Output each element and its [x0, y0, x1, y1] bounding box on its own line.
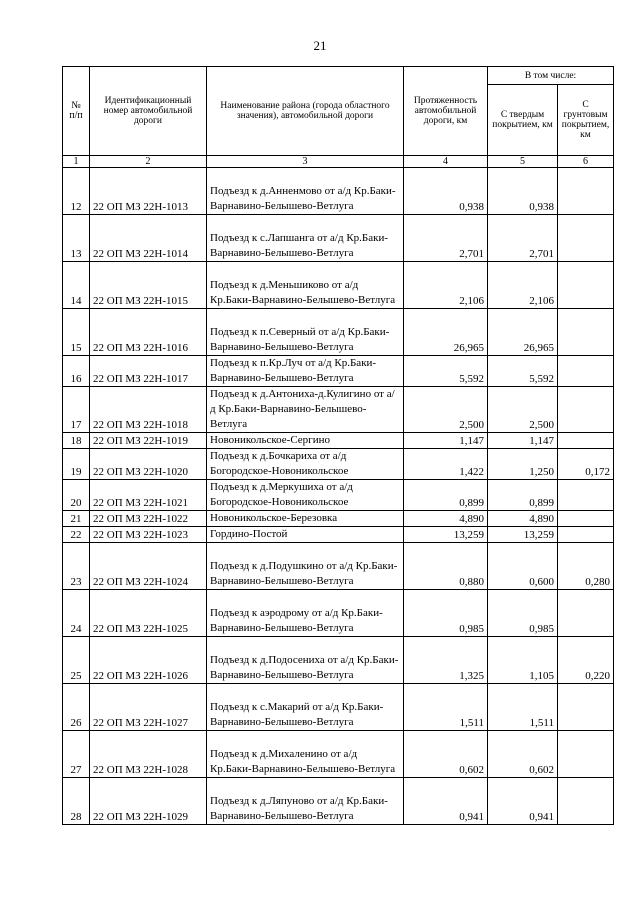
row-number: 15: [63, 309, 90, 356]
row-number: 22: [63, 527, 90, 543]
road-id: 22 ОП МЗ 22Н-1022: [90, 511, 207, 527]
road-name: Новоникольское-Березовка: [207, 511, 404, 527]
column-number: 4: [404, 156, 488, 168]
road-length: 0,880: [404, 543, 488, 590]
road-name: Подъезд к п.Северный от а/д Кр.Баки-Варнавино-Белышево-Ветлуга: [207, 309, 404, 356]
ground-surface-length: 0,220: [558, 637, 614, 684]
table-row: [63, 168, 614, 215]
header-ground-surface: С грунтовым покрытием, км: [558, 85, 614, 156]
road-id: 22 ОП МЗ 22Н-1026: [90, 637, 207, 684]
road-id: 22 ОП МЗ 22Н-1025: [90, 590, 207, 637]
hard-surface-length: 0,985: [488, 590, 558, 637]
table-row: [63, 590, 614, 637]
row-number: 25: [63, 637, 90, 684]
road-name: Новоникольское-Сергино: [207, 433, 404, 449]
ground-surface-length: [558, 215, 614, 262]
road-name: Подъезд к с.Лапшанга от а/д Кр.Баки-Варнавино-Белышево-Ветлуга: [207, 215, 404, 262]
table-row: [63, 778, 614, 825]
road-name: Подъезд к д.Антониха-д.Кулигино от а/д Кр.Баки-Варнавино-Белышево-Ветлуга: [207, 387, 404, 433]
road-name: Подъезд к д.Ляпуново от а/д Кр.Баки-Варнавино-Белышево-Ветлуга: [207, 778, 404, 825]
road-id: 22 ОП МЗ 22Н-1019: [90, 433, 207, 449]
row-number: 17: [63, 387, 90, 433]
ground-surface-length: [558, 778, 614, 825]
road-name: Подъезд к д.Меркушиха от а/д Богородское-Новоникольское: [207, 480, 404, 511]
hard-surface-length: 1,250: [488, 449, 558, 480]
table-row: [63, 684, 614, 731]
row-number: 23: [63, 543, 90, 590]
road-name: Подъезд к п.Кр.Луч от а/д Кр.Баки-Варнавино-Белышево-Ветлуга: [207, 356, 404, 387]
row-number: 13: [63, 215, 90, 262]
road-name: Гордино-Постой: [207, 527, 404, 543]
hard-surface-length: 2,500: [488, 387, 558, 433]
row-number: 26: [63, 684, 90, 731]
road-name: Подъезд к д.Бочкариха от а/д Богородское-Новоникольское: [207, 449, 404, 480]
hard-surface-length: 1,511: [488, 684, 558, 731]
road-id: 22 ОП МЗ 22Н-1027: [90, 684, 207, 731]
road-length: 2,701: [404, 215, 488, 262]
ground-surface-length: [558, 433, 614, 449]
road-name: Подъезд к д.Михаленино от а/д Кр.Баки-Варнавино-Белышево-Ветлуга: [207, 731, 404, 778]
ground-surface-length: 0,172: [558, 449, 614, 480]
header-hard-surface: С твердым покрытием, км: [488, 85, 558, 156]
header-road-id: Идентификационный номер автомобильной дороги: [90, 67, 207, 156]
road-length: 13,259: [404, 527, 488, 543]
hard-surface-length: 1,105: [488, 637, 558, 684]
roads-table: [62, 66, 614, 825]
table-row: [63, 480, 614, 511]
row-number: 21: [63, 511, 90, 527]
table-row: [63, 262, 614, 309]
header-length: Протяженность автомобильной дороги, км: [404, 67, 488, 156]
road-id: 22 ОП МЗ 22Н-1017: [90, 356, 207, 387]
row-number: 19: [63, 449, 90, 480]
page-number: 21: [313, 38, 327, 53]
road-length: 4,890: [404, 511, 488, 527]
hard-surface-length: 4,890: [488, 511, 558, 527]
road-id: 22 ОП МЗ 22Н-1014: [90, 215, 207, 262]
ground-surface-length: 0,280: [558, 543, 614, 590]
row-number: 20: [63, 480, 90, 511]
road-length: 1,422: [404, 449, 488, 480]
road-length: 2,106: [404, 262, 488, 309]
hard-surface-length: 5,592: [488, 356, 558, 387]
ground-surface-length: [558, 309, 614, 356]
road-id: 22 ОП МЗ 22Н-1029: [90, 778, 207, 825]
table-row: [63, 637, 614, 684]
road-length: 26,965: [404, 309, 488, 356]
road-id: 22 ОП МЗ 22Н-1023: [90, 527, 207, 543]
road-length: 0,985: [404, 590, 488, 637]
road-length: 5,592: [404, 356, 488, 387]
road-id: 22 ОП МЗ 22Н-1024: [90, 543, 207, 590]
road-id: 22 ОП МЗ 22Н-1016: [90, 309, 207, 356]
road-length: 1,325: [404, 637, 488, 684]
ground-surface-length: [558, 262, 614, 309]
table-body: [63, 168, 614, 825]
table-row: [63, 449, 614, 480]
row-number: 12: [63, 168, 90, 215]
road-length: 0,938: [404, 168, 488, 215]
hard-surface-length: 2,106: [488, 262, 558, 309]
column-number: 2: [90, 156, 207, 168]
hard-surface-length: 0,600: [488, 543, 558, 590]
road-length: 2,500: [404, 387, 488, 433]
road-name: Подъезд к д.Подушкино от а/д Кр.Баки-Варнавино-Белышево-Ветлуга: [207, 543, 404, 590]
ground-surface-length: [558, 527, 614, 543]
row-number: 28: [63, 778, 90, 825]
table-row: [63, 309, 614, 356]
road-length: 0,899: [404, 480, 488, 511]
header-including: В том числе:: [488, 67, 614, 85]
row-number: 24: [63, 590, 90, 637]
hard-surface-length: 0,941: [488, 778, 558, 825]
table-row: [63, 511, 614, 527]
road-name: Подъезд к с.Макарий от а/д Кр.Баки-Варнавино-Белышево-Ветлуга: [207, 684, 404, 731]
hard-surface-length: 26,965: [488, 309, 558, 356]
road-id: 22 ОП МЗ 22Н-1021: [90, 480, 207, 511]
road-id: 22 ОП МЗ 22Н-1028: [90, 731, 207, 778]
road-id: 22 ОП МЗ 22Н-1015: [90, 262, 207, 309]
ground-surface-length: [558, 511, 614, 527]
road-name: Подъезд к д.Анненмово от а/д Кр.Баки-Варнавино-Белышево-Ветлуга: [207, 168, 404, 215]
hard-surface-length: 0,602: [488, 731, 558, 778]
hard-surface-length: 2,701: [488, 215, 558, 262]
hard-surface-length: 1,147: [488, 433, 558, 449]
header-road-name: Наименование района (города областного значения), автомобильной дороги: [207, 67, 404, 156]
road-length: 1,511: [404, 684, 488, 731]
table-row: [63, 543, 614, 590]
column-numbers-row: [63, 156, 614, 168]
column-number: 3: [207, 156, 404, 168]
column-number: 1: [63, 156, 90, 168]
ground-surface-length: [558, 731, 614, 778]
ground-surface-length: [558, 590, 614, 637]
column-number: 5: [488, 156, 558, 168]
hard-surface-length: 0,938: [488, 168, 558, 215]
road-name: Подъезд к д.Меньшиково от а/д Кр.Баки-Варнавино-Белышево-Ветлуга: [207, 262, 404, 309]
road-name: Подъезд к д.Подосениха от а/д Кр.Баки-Варнавино-Белышево-Ветлуга: [207, 637, 404, 684]
ground-surface-length: [558, 168, 614, 215]
row-number: 14: [63, 262, 90, 309]
table-row: [63, 433, 614, 449]
row-number: 16: [63, 356, 90, 387]
road-length: 1,147: [404, 433, 488, 449]
table-row: [63, 731, 614, 778]
road-id: 22 ОП МЗ 22Н-1013: [90, 168, 207, 215]
table-row: [63, 527, 614, 543]
road-length: 0,941: [404, 778, 488, 825]
table-row: [63, 387, 614, 433]
column-number: 6: [558, 156, 614, 168]
road-id: 22 ОП МЗ 22Н-1018: [90, 387, 207, 433]
table-row: [63, 215, 614, 262]
row-number: 18: [63, 433, 90, 449]
road-name: Подъезд к аэродрому от а/д Кр.Баки-Варнавино-Белышево-Ветлуга: [207, 590, 404, 637]
road-length: 0,602: [404, 731, 488, 778]
road-id: 22 ОП МЗ 22Н-1020: [90, 449, 207, 480]
ground-surface-length: [558, 684, 614, 731]
ground-surface-length: [558, 356, 614, 387]
ground-surface-length: [558, 387, 614, 433]
row-number: 27: [63, 731, 90, 778]
header-num: № п/п: [63, 67, 90, 156]
hard-surface-length: 0,899: [488, 480, 558, 511]
table-row: [63, 356, 614, 387]
ground-surface-length: [558, 480, 614, 511]
hard-surface-length: 13,259: [488, 527, 558, 543]
